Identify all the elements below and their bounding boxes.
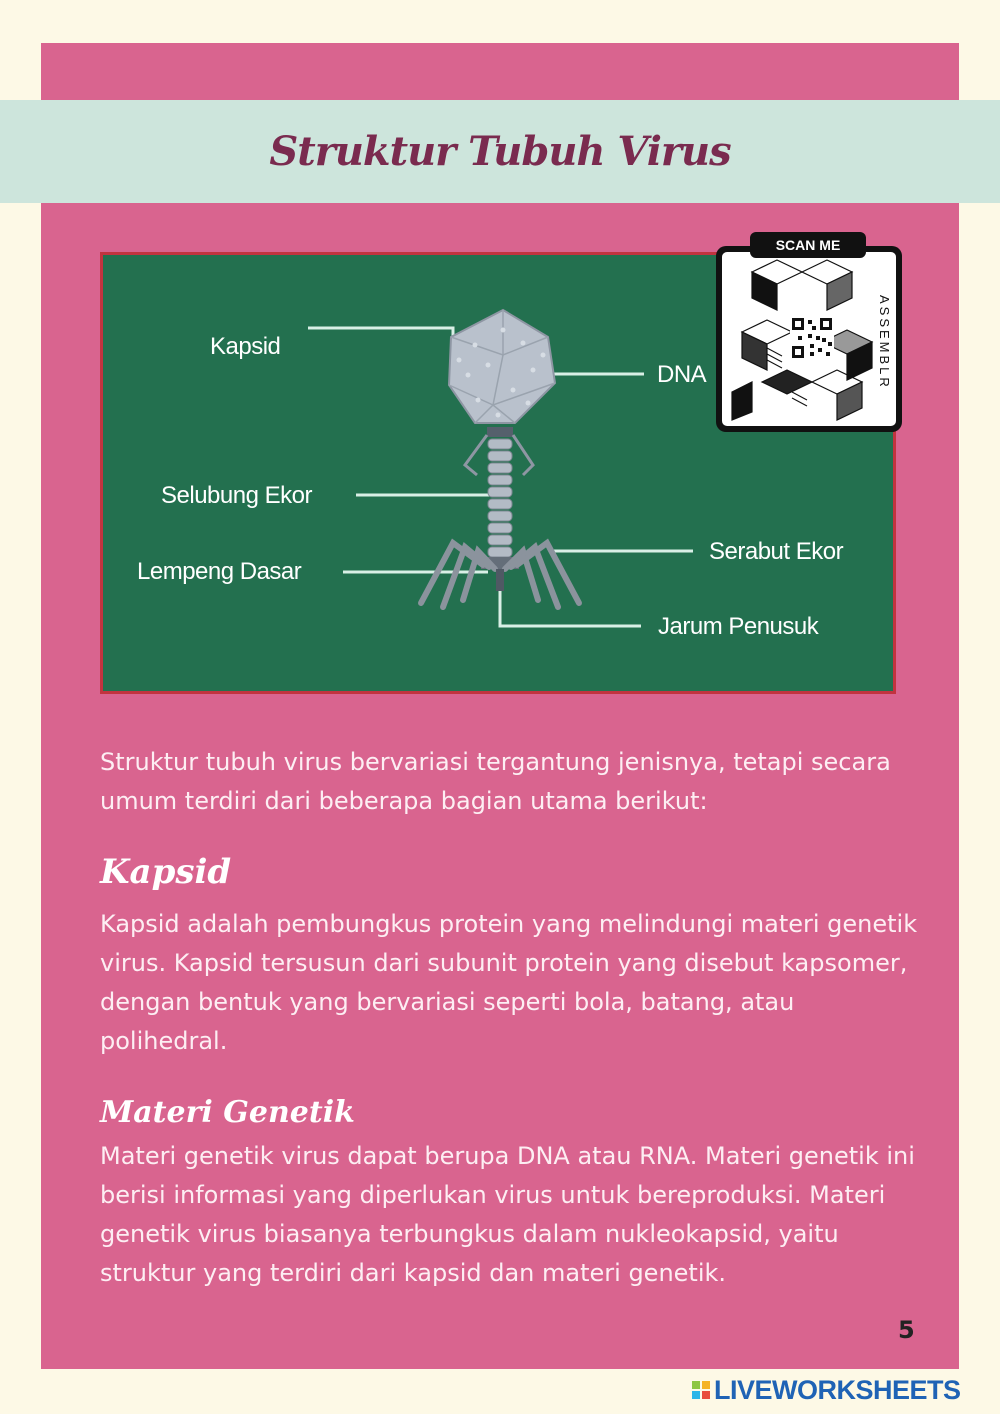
heading-kapsid: Kapsid [100,852,232,892]
jarum-penusuk-leader-line [500,588,641,626]
page-title: Struktur Tubuh Virus [269,128,731,175]
heading-materi-genetik: Materi Genetik [100,1095,355,1130]
paragraph-materi-genetik: Materi genetik virus dapat berupa DNA atau RNA. Materi genetik ini berisi informasi yang diperlukan virus untuk bereproduksi. Materi genetik virus biasanya terbungkus dalam nukleokapsid, yaitu struktur yang terdiri dari kapsid dan materi genetik. [100,1142,915,1287]
label-selubung-ekor: Selubung Ekor [161,482,312,509]
qr-brand-text: ASSEMBLR [877,294,892,390]
kapsid-leader-line [308,328,453,350]
ar-scan-card[interactable] [716,246,902,432]
isometric-cubes-pattern-icon [722,252,896,426]
scan-me-tab[interactable]: SCAN ME [750,232,866,258]
tail-needle-icon [496,569,504,591]
qr-code-card [722,252,896,426]
label-serabut-ekor: Serabut Ekor [709,538,844,565]
label-lempeng-dasar: Lempeng Dasar [137,558,302,585]
tail-sheath-icon [488,439,512,557]
label-jarum-penusuk: Jarum Penusuk [658,613,819,640]
capsid-head-icon [449,310,555,423]
page-number: 5 [898,1316,915,1344]
liveworksheets-logo[interactable] [692,1374,961,1406]
paragraph-kapsid: Kapsid adalah pembungkus protein yang melindungi materi genetik virus. Kapsid tersusun dari subunit protein yang disebut kapsomer, dengan bentuk yang bervariasi seperti bola, batang, atau polihedral. [100,910,918,1055]
collar-icon [487,427,513,437]
liveworksheets-mark-icon [692,1381,710,1399]
label-kapsid: Kapsid [210,333,281,360]
liveworksheets-wordmark: LIVEWORKSHEETS [714,1374,961,1405]
intro-paragraph: Struktur tubuh virus bervariasi tergantung jenisnya, tetapi secara umum terdiri dari beberapa bagian utama berikut: [100,748,891,815]
qr-code-icon [790,316,834,360]
title-band [0,100,1000,203]
label-dna: DNA [657,361,707,388]
